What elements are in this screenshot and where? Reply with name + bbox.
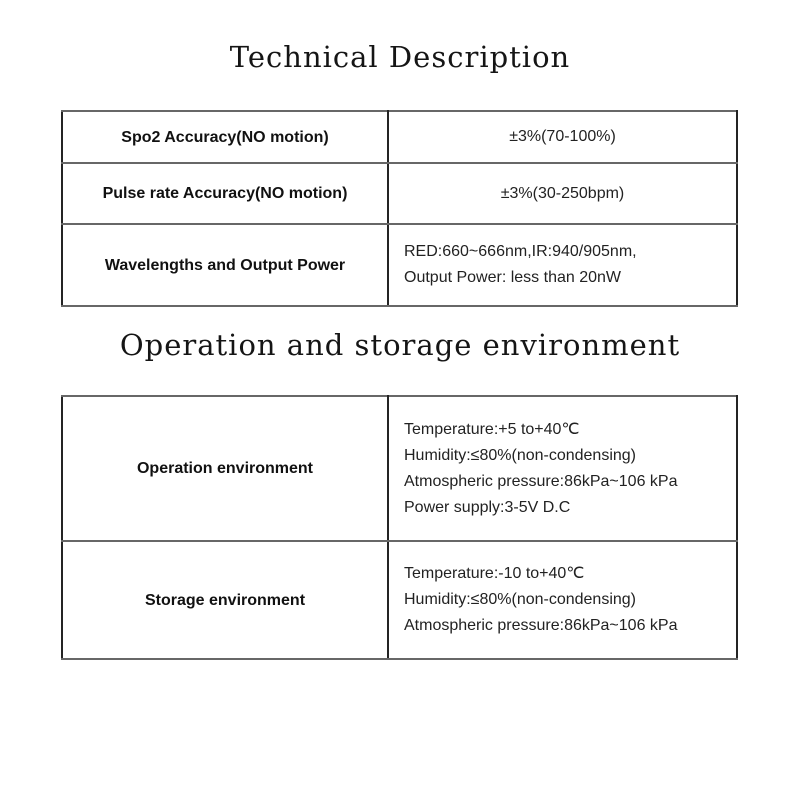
spec-label: Pulse rate Accuracy(NO motion) [102,185,348,202]
spec-label: Storage environment [144,591,306,609]
spec-value-line: Atmospheric pressure:86kPa~106 kPa [404,472,678,490]
spec-value-line: Humidity:≤80%(non-condensing) [404,446,637,464]
spec-label: Wavelengths and Output Power [104,256,346,274]
spec-value-line: RED:660~666nm,IR:940/905nm, [404,243,637,260]
spec-value-line: Atmospheric pressure:86kPa~106 kPa [404,617,678,634]
spec-value-cell [388,111,737,163]
technical-spec-table [61,110,738,307]
technical-description-heading: Technical Description [229,40,571,74]
spec-label-cell [62,111,388,163]
spec-value-line: ±3%(30-250bpm) [500,184,625,202]
spec-label-cell [62,224,388,306]
spec-value-line: Temperature:+5 to+40℃ [404,420,580,438]
table-row [62,541,737,659]
spec-value-line: ±3%(70-100%) [509,128,616,145]
spec-value-cell [388,163,737,224]
environment-spec-table [61,395,738,660]
spec-value-line: Output Power: less than 20nW [404,269,621,286]
spec-label-cell [62,541,388,659]
spec-value-line: Humidity:≤80%(non-condensing) [404,591,637,608]
spec-value-cell [388,541,737,659]
environment-heading: Operation and storage environment [119,328,681,362]
table-row [62,396,737,541]
spec-value-line: Power supply:3-5V D.C [404,498,571,516]
spec-label: Spo2 Accuracy(NO motion) [121,128,329,146]
spec-value-line: Temperature:-10 to+40℃ [404,565,585,582]
spec-label-cell [62,396,388,541]
spec-value-cell [388,396,737,541]
spec-label-cell [62,163,388,224]
spec-value-cell [388,224,737,306]
table-row [62,224,737,306]
spec-label: Operation environment [136,460,314,477]
table-row [62,111,737,163]
table-row [62,163,737,224]
